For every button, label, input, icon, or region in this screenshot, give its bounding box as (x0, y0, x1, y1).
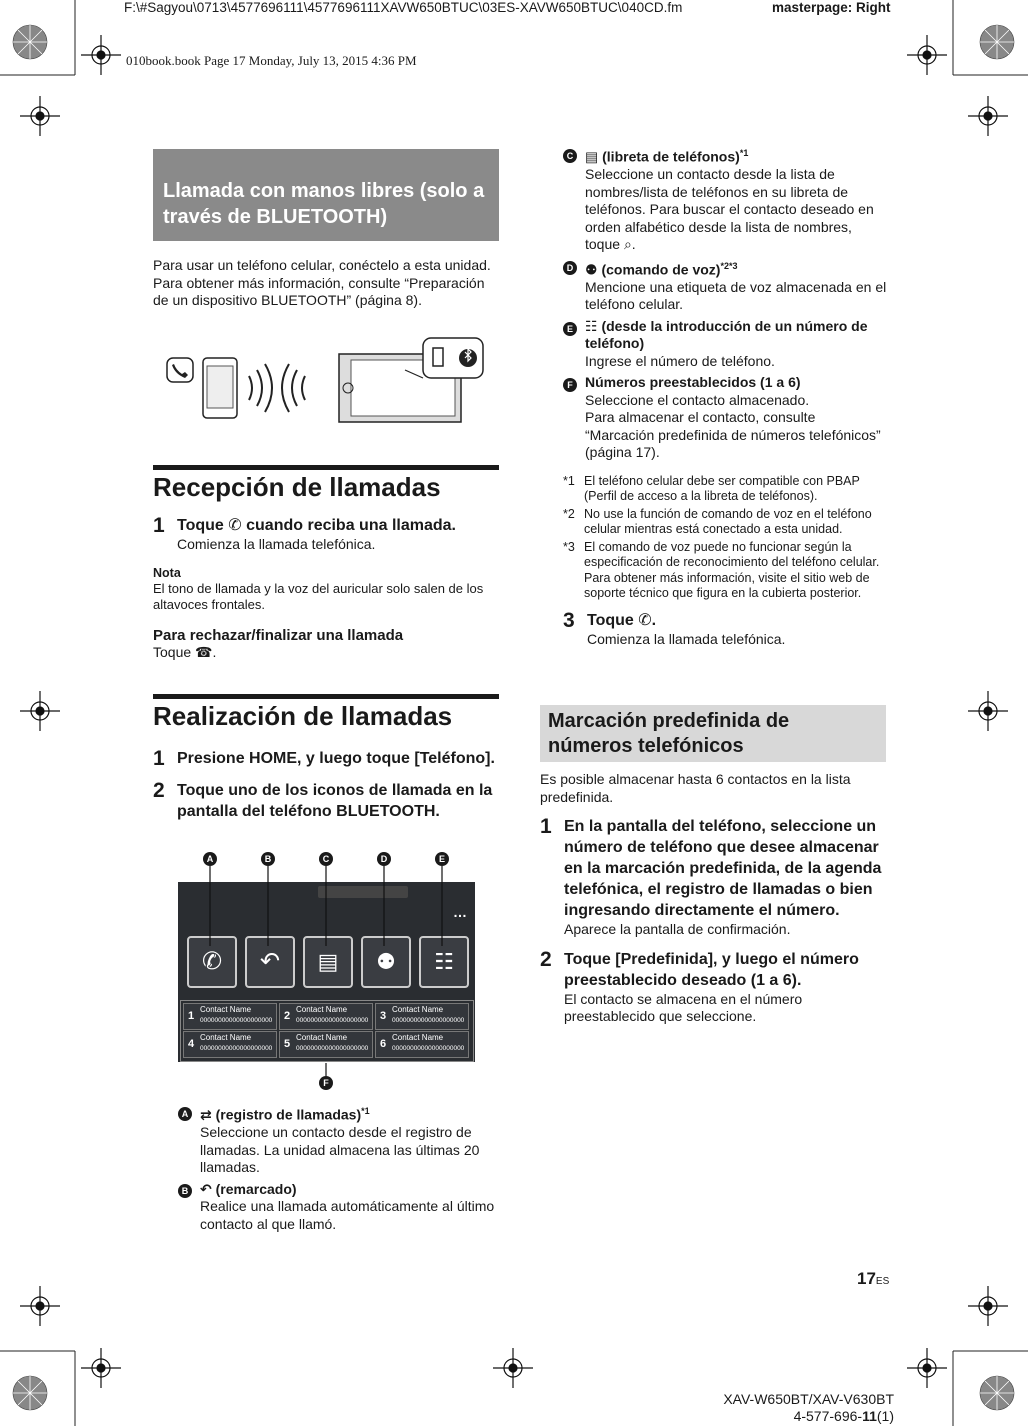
microphone-icon: ⚉ (376, 949, 396, 974)
preset-contact-number: 00000000000000000000 (200, 1017, 273, 1024)
model-name: XAV-W650BT/XAV-V630BT (723, 1391, 894, 1407)
period: . (631, 236, 636, 253)
search-icon: ⌕ (623, 236, 632, 253)
preset-contact-name: Contact Name (296, 1033, 348, 1042)
step-text: Toque [Predefinida], y luego el número preestablecido deseado (1 a 6). (564, 950, 859, 989)
reject-title: Para rechazar/finalizar una llamada (153, 626, 404, 644)
item-title: (registro de llamadas) (215, 1106, 362, 1123)
footnote-ref: *1 (739, 148, 749, 158)
item-title: Números preestablecidos (1 a 6) (585, 374, 801, 391)
preset-contact-number: 00000000000000000000 (200, 1045, 273, 1052)
bluetooth-connection-illustration (165, 336, 487, 426)
step-text: Toque (177, 517, 224, 534)
callout-c: C (563, 149, 577, 163)
preset-contact-number: 00000000000000000000 (392, 1045, 465, 1052)
step-number: 3 (563, 608, 575, 632)
preset-number: 5 (284, 1038, 291, 1050)
period: . (651, 611, 657, 629)
redial-icon: ↶ (200, 1180, 212, 1197)
footnote-ref: *2*3 (720, 260, 738, 271)
footnote-text: No use la función de comando de voz en el teléfono celular mientras está conectado a esta unidad. (584, 506, 872, 537)
file-path: F:\#Sagyou\0713\4577696111\4577696111XAVW650BTUC\03ES-XAVW650BTUC\040CD.fm (124, 0, 683, 15)
item-text: Ingrese el número de teléfono. (585, 352, 775, 369)
step-number: 1 (540, 815, 552, 838)
footnote (563, 540, 888, 602)
callout-lines (170, 848, 480, 1098)
step-text: Toque (587, 611, 634, 629)
footnote-text: El teléfono celular debe ser compatible con PBAP (Perfil de acceso a la libreta de teléfonos). (584, 473, 860, 504)
preset-contact-name: Contact Name (296, 1005, 348, 1014)
footnote-key: *1 (563, 473, 575, 488)
phonebook-icon: ▤ (585, 148, 599, 165)
item-text: Seleccione un contacto desde la lista de nombres/lista de teléfonos en su libreta de teléfonos. Para buscar el contacto deseado en orden alfabético desde la lista de nombres, toque (585, 166, 874, 253)
item-text: Seleccione el contacto almacenado. (585, 391, 810, 408)
callout-d: D (563, 261, 577, 275)
preset-contact-name: Contact Name (392, 1005, 444, 1014)
screen-callout: D (377, 852, 391, 866)
more-icon[interactable]: … (453, 904, 467, 920)
dial-pad-icon: ☷ (434, 949, 454, 974)
step-text: Presione HOME, y luego toque [Teléfono]. (177, 750, 495, 767)
call-log-icon: ✆ (201, 948, 223, 975)
preset-contact-name: Contact Name (200, 1005, 252, 1014)
step-text: cuando reciba una llamada. (246, 517, 456, 534)
preset-contact-name: Contact Name (200, 1033, 252, 1042)
screen-callout: E (435, 852, 449, 866)
redial-icon: ↶ (259, 948, 281, 975)
step-number: 2 (153, 779, 165, 802)
phonebook-icon: ▤ (317, 949, 339, 974)
footnote-ref: *1 (361, 1106, 370, 1116)
step-text: Toque uno de los iconos de llamada en la pantalla del teléfono BLUETOOTH. (177, 782, 493, 820)
step-number: 1 (153, 514, 165, 537)
item-text: Realice una llamada automáticamente al último contacto al que llamó. (200, 1198, 495, 1232)
model-info (716, 1391, 894, 1425)
screen-callout: C (319, 852, 333, 866)
handsfree-text: Para usar un teléfono celular, conéctelo a esta unidad. Para obtener más información, consulte “Preparación de un dispositivo BLUETOOTH” (página 8). (153, 257, 491, 308)
callout-e: E (563, 322, 577, 336)
phone-answer-icon: ✆ (638, 611, 652, 629)
callout-b: B (178, 1184, 192, 1198)
item-title: (desde la introducción de un número de teléfono) (585, 317, 868, 352)
step-desc: Comienza la llamada telefónica. (177, 536, 376, 552)
screen-callout: F (319, 1076, 333, 1090)
period: . (212, 643, 217, 660)
preset-contact-name: Contact Name (392, 1033, 444, 1042)
preset-number: 6 (380, 1038, 387, 1050)
footnotes (563, 474, 888, 602)
preset-number: 1 (188, 1010, 195, 1022)
preset-number: 2 (284, 1010, 291, 1022)
item-text: Seleccione un contacto desde el registro de llamadas. La unidad almacena las últimas 20 llamadas. (200, 1124, 480, 1176)
step-desc: Aparece la pantalla de confirmación. (564, 921, 791, 937)
callout-f: F (563, 378, 577, 392)
item-text: Para almacenar el contacto, consulte “Marcación predefinida de números telefónicos” (página 17). (585, 409, 881, 461)
item-title: (libreta de teléfonos) (602, 148, 740, 165)
preset-number: 4 (188, 1038, 195, 1050)
screen-callout: B (261, 852, 275, 866)
nota-label: Nota (153, 565, 181, 580)
callout-a: A (178, 1107, 192, 1121)
phone-hangup-icon: ☎ (195, 643, 213, 660)
screen-callout: A (203, 852, 217, 866)
nota-text: El tono de llamada y la voz del auricular solo salen de los altavoces frontales. (153, 580, 484, 612)
item-title: (remarcado) (215, 1180, 297, 1197)
step-number: 2 (540, 947, 552, 971)
footnote-key: *3 (563, 539, 575, 554)
item-text: Mencione una etiqueta de voz almacenada en el teléfono celular. (585, 278, 887, 313)
footnote-text: El comando de voz puede no funcionar según la especificación de reconocimiento del teléfono celular. Para obtener más información, visite el sitio web de soporte técnico que figura en la cubierta posterior. (584, 539, 880, 601)
preset-section-title: Marcación predefinida de números telefónicos (540, 705, 886, 762)
footnote (563, 507, 888, 538)
phone-answer-icon: ✆ (228, 517, 242, 534)
preset-text: Es posible almacenar hasta 6 contactos en la lista predefinida. (540, 771, 851, 805)
item-title: (comando de voz) (601, 261, 721, 278)
footnote (563, 474, 888, 505)
call-log-icon: ⇄ (200, 1106, 212, 1123)
step-text: En la pantalla del teléfono, seleccione un número de teléfono que desee almacenar en la marcación predefinida, de la agenda telefónica, el registro de llamadas o bien ingresando directamente el número. (564, 818, 882, 919)
microphone-icon: ⚉ (585, 261, 598, 278)
model-code: 4-577-696-11(1) (793, 1408, 894, 1424)
preset-contact-number: 00000000000000000000 (296, 1017, 369, 1024)
receive-section-title: Recepción de llamadas (153, 465, 499, 502)
step-desc: Comienza la llamada telefónica. (587, 630, 786, 647)
footnote-key: *2 (563, 506, 575, 521)
preset-number: 3 (380, 1010, 387, 1022)
preset-contact-number: 00000000000000000000 (296, 1045, 369, 1052)
preset-contact-number: 00000000000000000000 (392, 1017, 465, 1024)
page-number: 17ES (857, 1269, 890, 1288)
masterpage-label: masterpage: Right (772, 0, 891, 15)
step-number: 1 (153, 747, 165, 770)
make-section-title: Realización de llamadas (153, 694, 499, 731)
book-info: 010book.book Page 17 Monday, July 13, 2015 4:36 PM (126, 53, 417, 68)
dial-pad-icon: ☷ (585, 317, 598, 334)
reject-text: Toque (153, 643, 192, 660)
handsfree-section-title: Llamada con manos libres (solo a través de BLUETOOTH) (153, 149, 499, 241)
step-desc: El contacto se almacena en el número preestablecido que seleccione. (564, 990, 803, 1024)
